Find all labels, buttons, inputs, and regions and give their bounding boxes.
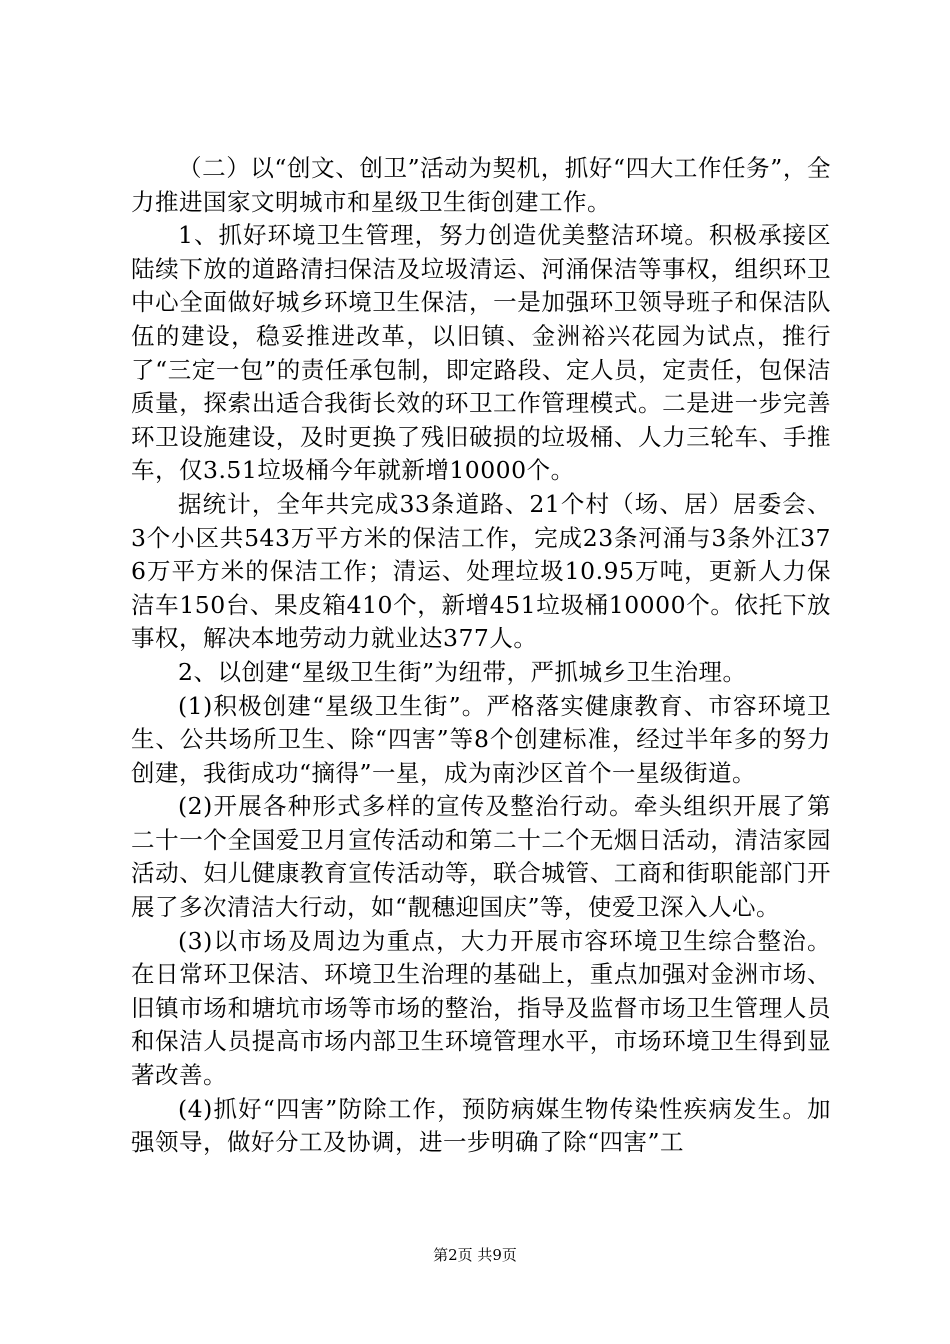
paragraph-item-2: (2)开展各种形式多样的宣传及整治行动。牵头组织开展了第二十一个全国爱卫月宣传活动和第二十二个无烟日活动，清洁家园活动、妇儿健康教育宣传活动等，联合城管、工商和街职能部门开展了多次清洁大行动，如“靓穗迎国庆”等，使爱卫深入人心。 — [131, 792, 831, 922]
document-body — [131, 152, 831, 1160]
paragraph-environmental-management: 1、抓好环境卫生管理，努力创造优美整洁环境。积极承接区陆续下放的道路清扫保洁及垃圾清运、河涌保洁等事权，组织环卫中心全面做好城乡环境卫生保洁，一是加强环卫领导班子和保洁队伍的建设，稳妥推进改革，以旧镇、金洲裕兴花园为试点，推行了“三定一包”的责任承包制，即定路段、定人员，定责任，包保洁质量，探索出适合我街长效的环卫工作管理模式。二是进一步完善环卫设施建设，及时更换了残旧破损的垃圾桶、人力三轮车、手推车，仅3.51垃圾桶今年就新增10000个。 — [131, 221, 831, 485]
paragraph-statistics: 据统计，全年共完成33条道路、21个村（场、居）居委会、3个小区共543万平方米的保洁工作，完成23条河涌与3条外江376万平方米的保洁工作；清运、处理垃圾10.95万吨，更新人力保洁车150台、果皮箱410个，新增451垃圾桶10000个。依托下放事权，解决本地劳动力就业达377人。 — [131, 489, 831, 653]
page-number-footer: 第2页 共9页 — [433, 1246, 517, 1264]
paragraph-item-3: (3)以市场及周边为重点，大力开展市容环境卫生综合整治。在日常环卫保洁、环境卫生治理的基础上，重点加强对金洲市场、旧镇市场和塘坑市场等市场的整治，指导及监督市场卫生管理人员和保洁人员提高市场内部卫生环境管理水平，市场环境卫生得到显著改善。 — [131, 926, 831, 1090]
paragraph-item-1: (1)积极创建“星级卫生街”。严格落实健康教育、市容环境卫生、公共场所卫生、除“四害”等8个创建标准，经过半年多的努力创建，我街成功“摘得”一星，成为南沙区首个一星级街道。 — [131, 691, 831, 787]
paragraph-star-hygiene-street: 2、以创建“星级卫生街”为纽带，严抓城乡卫生治理。 — [178, 657, 747, 686]
paragraph-section-heading: （二）以“创文、创卫”活动为契机，抓好“四大工作任务”，全力推进国家文明城市和星级卫生街创建工作。 — [131, 154, 831, 216]
paragraph-item-4: (4)抓好“四害”防除工作，预防病媒生物传染性疾病发生。加强领导，做好分工及协调，进一步明确了除“四害”工 — [131, 1094, 831, 1157]
